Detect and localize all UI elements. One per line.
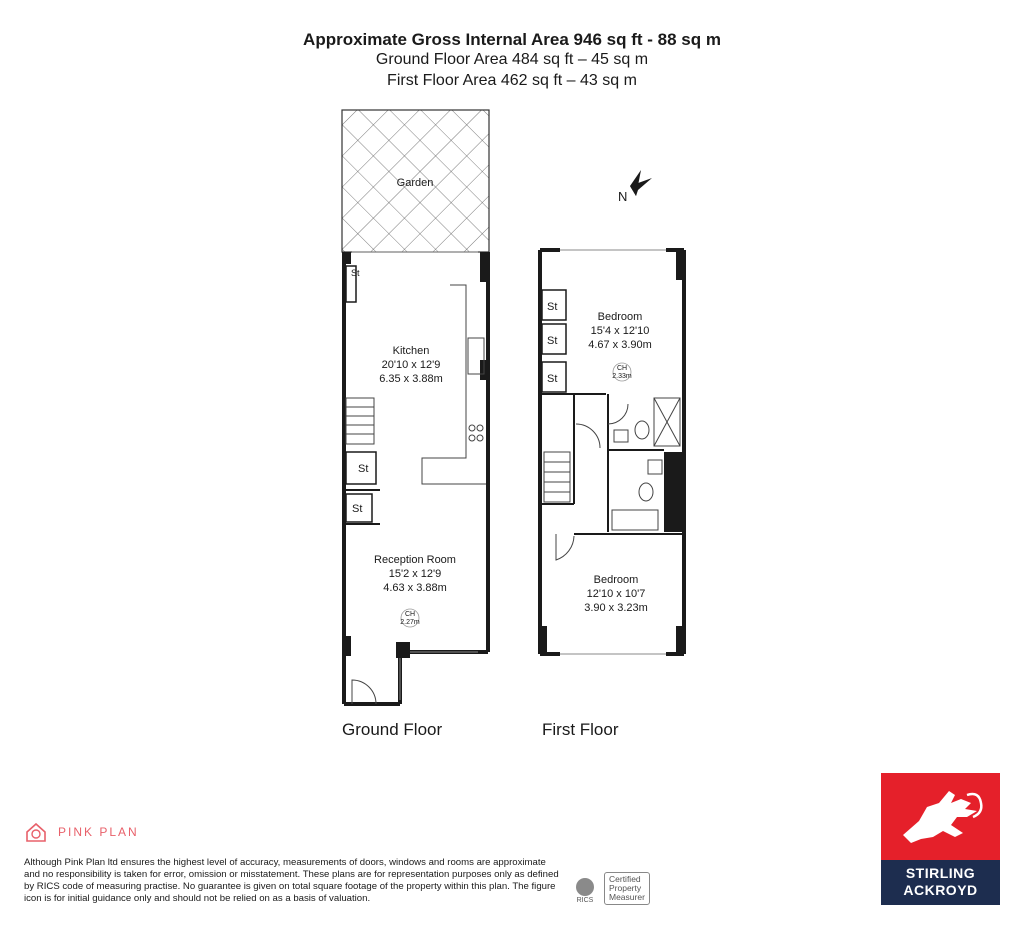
griffin-icon xyxy=(881,773,1000,860)
disclaimer-text: Although Pink Plan ltd ensures the highest level of accuracy, measurements of doors, windows and rooms are approximate and no responsibility is taken for error, omission or misstatement. These plans are for representation purposes only as defined by RICS code of measuring practise. No guarantee is given on total square footage of the property within this plan. The figure icon is for initial guidance only and should not be relied on as a basis of valuation. xyxy=(24,857,559,904)
bedroom1-imperial: 15'4 x 12'10 xyxy=(590,325,650,337)
bedroom1-metric: 4.67 x 3.90m xyxy=(588,339,652,351)
rics-badge-line: Certified xyxy=(609,874,641,884)
reception-name: Reception Room xyxy=(374,554,456,566)
ground-floor-plan xyxy=(342,110,489,704)
stirling-ackroyd-logo xyxy=(881,773,1000,905)
bedroom2-metric: 3.90 x 3.23m xyxy=(584,602,648,614)
rics-badge-line: Property xyxy=(609,883,642,893)
pink-plan-brand xyxy=(24,820,139,844)
garden-label: Garden xyxy=(396,177,434,189)
ground-floor-area: Ground Floor Area 484 sq ft – 45 sq m xyxy=(375,51,649,68)
store-label: St xyxy=(547,335,558,347)
kitchen-imperial: 20'10 x 12'9 xyxy=(381,359,441,371)
north-arrow-icon xyxy=(618,170,652,204)
bedroom1-name: Bedroom xyxy=(597,311,643,323)
first-floor-plan xyxy=(538,250,685,654)
reception-imperial: 15'2 x 12'9 xyxy=(388,568,442,580)
bedroom2-imperial: 12'10 x 10'7 xyxy=(586,588,646,600)
first-floor-title: First Floor xyxy=(542,720,619,739)
rics-badge xyxy=(604,872,650,905)
ground-stores xyxy=(346,266,376,522)
agent-name-line1: STIRLING xyxy=(905,865,976,881)
bedroom2-name: Bedroom xyxy=(593,574,639,586)
store-label: St xyxy=(351,268,360,278)
agent-name xyxy=(881,860,1000,905)
first-stairs xyxy=(544,452,570,502)
rics-label: RICS xyxy=(576,896,594,904)
reception-metric: 4.63 x 3.88m xyxy=(383,582,447,594)
compass-label: N xyxy=(618,189,628,204)
bedroom1-ch-label: CH xyxy=(616,365,628,372)
store-label: St xyxy=(547,301,558,313)
airing-cupboard xyxy=(664,452,684,532)
first-floor-area: First Floor Area 462 sq ft – 43 sq m xyxy=(387,72,637,89)
reception-ch-label: CH xyxy=(404,611,416,618)
store-label: St xyxy=(358,463,369,475)
rics-badge-line: Measurer xyxy=(609,892,645,902)
kitchen-name: Kitchen xyxy=(392,345,430,357)
store-label: St xyxy=(547,373,558,385)
brand-name: PINK PLAN xyxy=(58,825,139,839)
ground-floor-title: Ground Floor xyxy=(342,720,443,739)
pink-plan-logo-icon xyxy=(24,820,48,844)
store-label: St xyxy=(352,503,363,515)
kitchen-metric: 6.35 x 3.88m xyxy=(379,373,443,385)
reception-ch-value: 2.27m xyxy=(400,619,420,626)
gross-area-title: Approximate Gross Internal Area 946 sq ft - 88 sq m xyxy=(303,30,721,49)
rics-certification xyxy=(570,872,650,905)
ground-stairs xyxy=(346,398,374,444)
rics-logo-icon xyxy=(570,874,600,904)
bedroom1-ch-value: 2.33m xyxy=(612,373,632,380)
agent-name-line2: ACKROYD xyxy=(903,882,978,898)
